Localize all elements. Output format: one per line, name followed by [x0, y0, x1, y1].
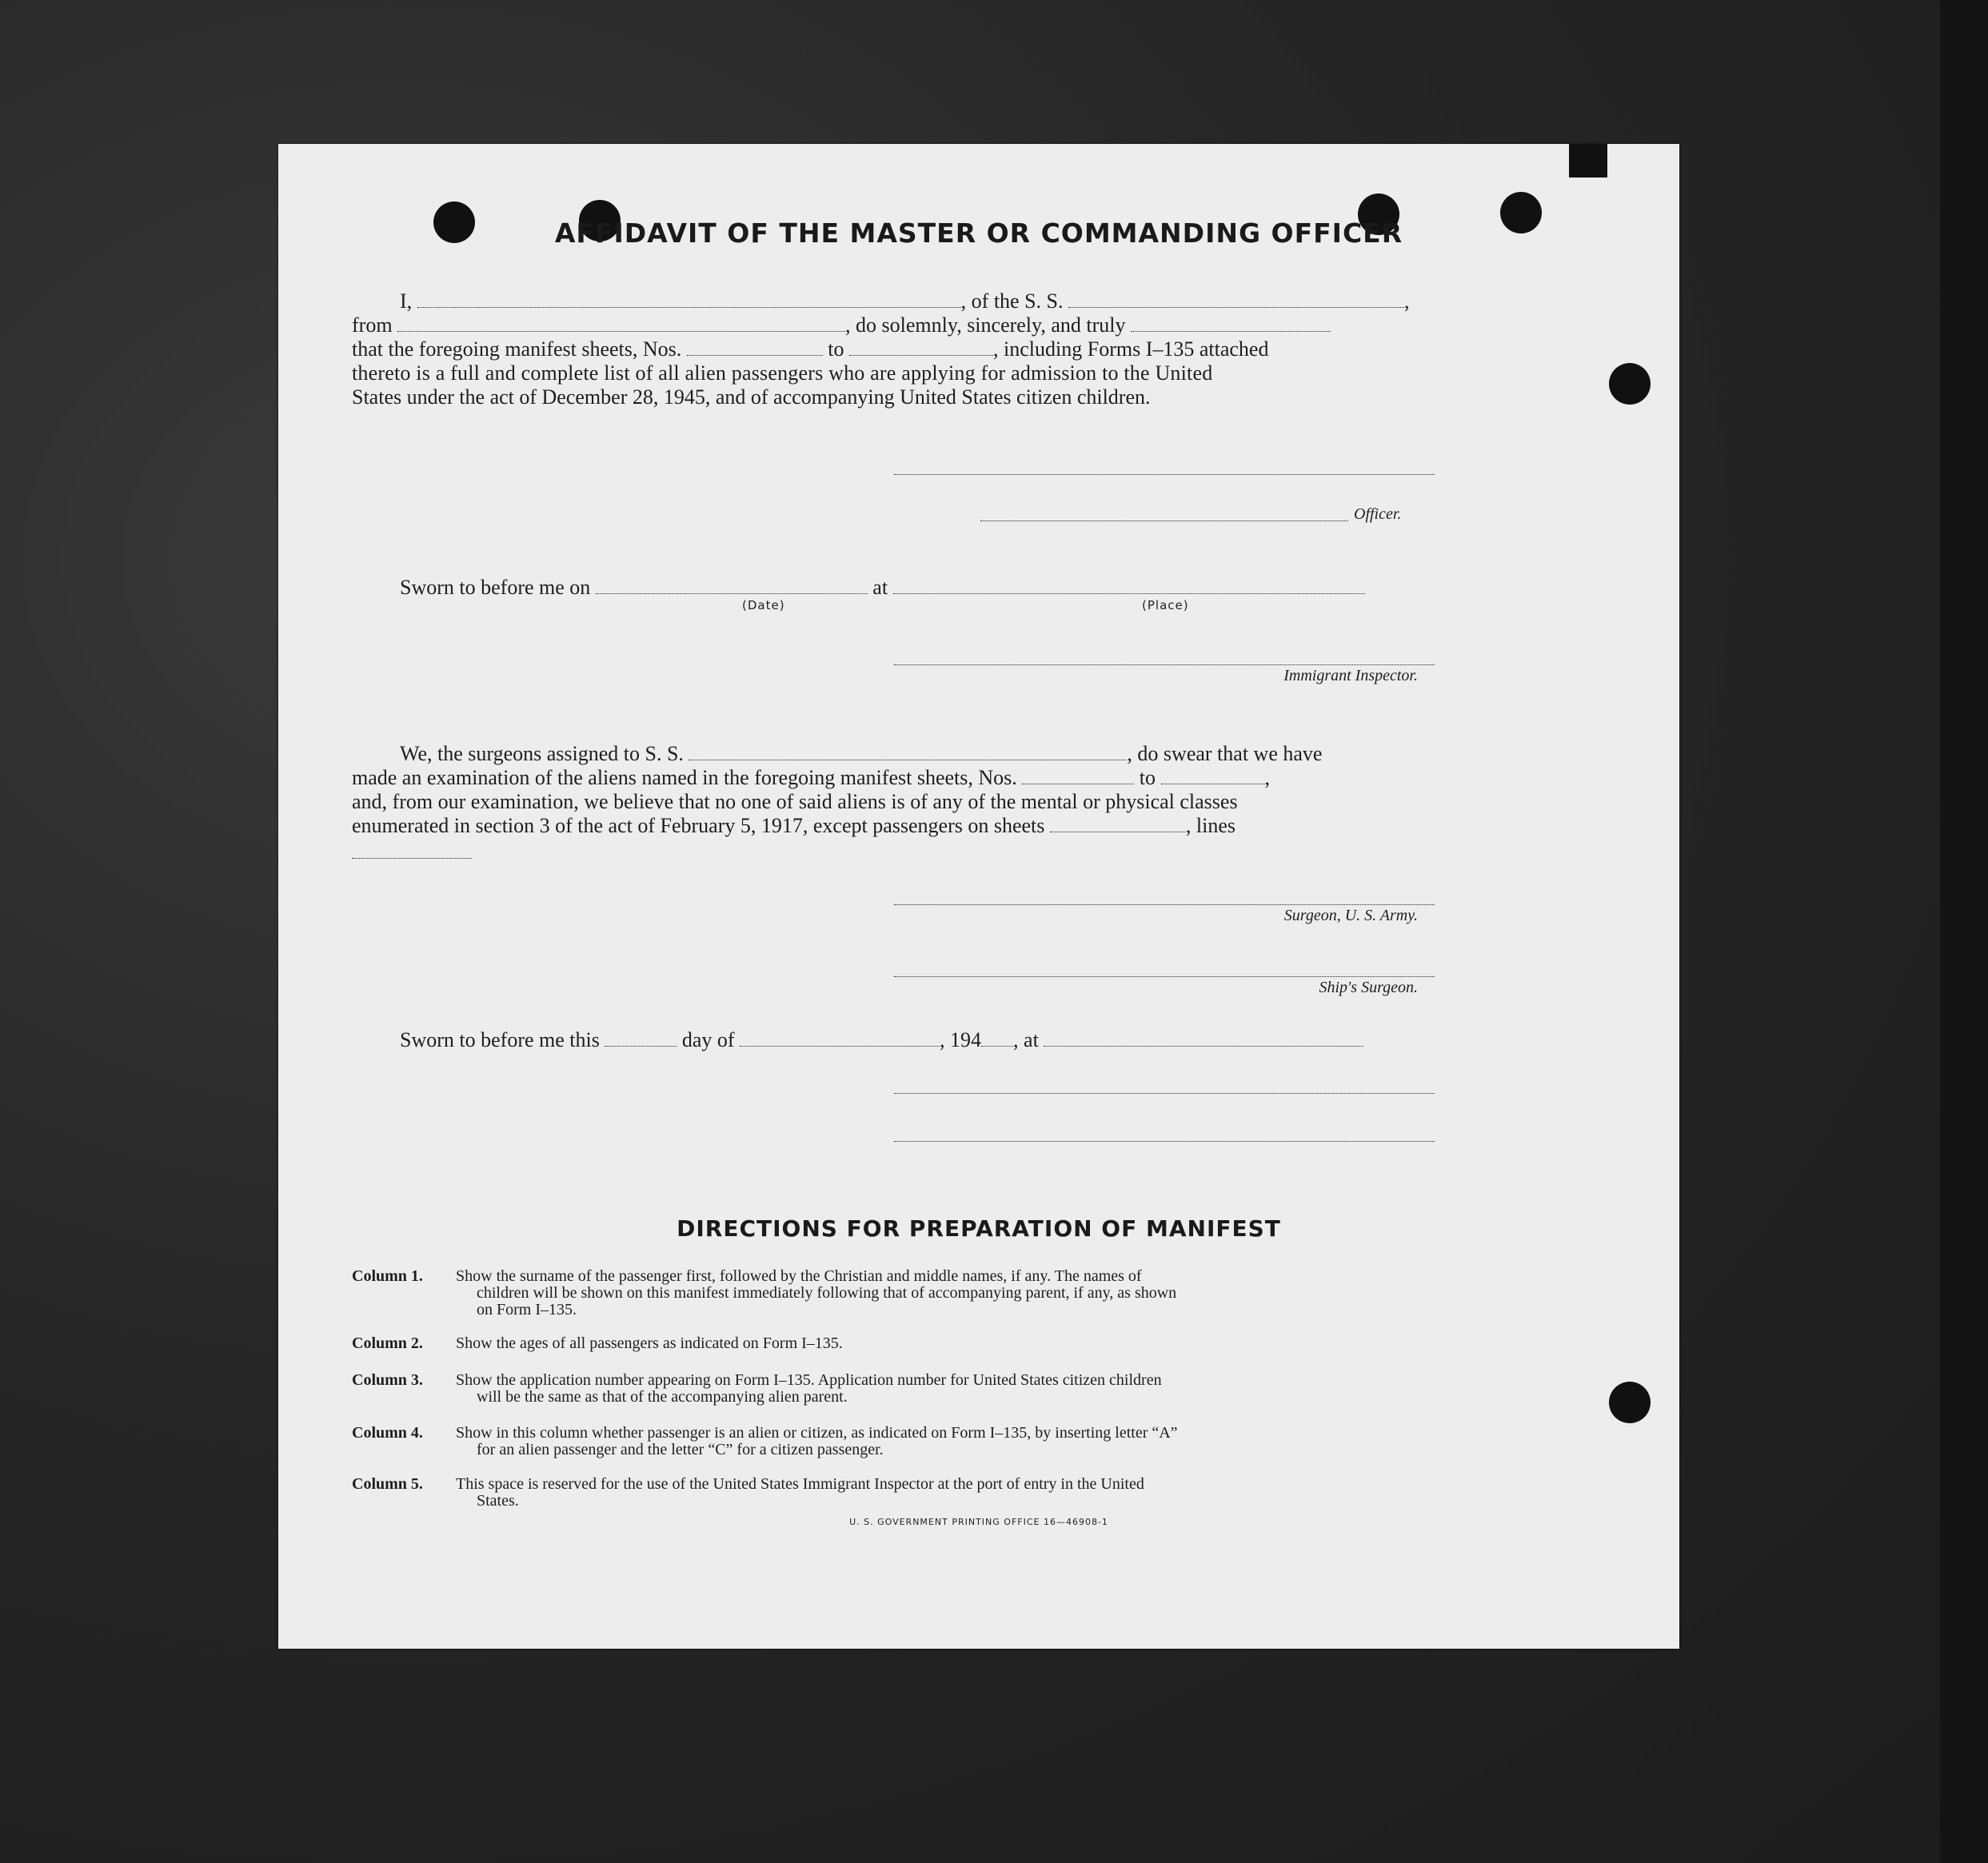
direction-column-5: Column 5. This space is reserved for the use of the United States Immigrant Inspector at the port of entry in the United States. — [352, 1475, 1144, 1510]
direction-column-1: Column 1. Show the surname of the passenger first, followed by the Christian and middle names, if any. The names of children will be shown on this manifest immediately following that of accompanying parent, if any, as shown on Form I–135. — [352, 1267, 1177, 1318]
place-caption: (Place) — [1142, 598, 1189, 612]
inspector-caption: Immigrant Inspector. — [1283, 667, 1418, 684]
affidavit-line-1: I, , of the S. S. , — [400, 289, 1410, 313]
truly-field[interactable] — [1131, 313, 1331, 332]
officer-caption: Officer. — [1354, 505, 1402, 523]
direction-column-2: Column 2. Show the ages of all passengers as indicated on Form I–135. — [352, 1334, 843, 1352]
signature-line-b[interactable] — [894, 1140, 1435, 1142]
exam-sheets-from-field[interactable] — [1022, 766, 1134, 784]
ship-surgeon-signature-line[interactable] — [894, 975, 1435, 977]
sworn-line-2: Sworn to before me this day of , 194 , at — [352, 1028, 1436, 1052]
punch-hole-5 — [1609, 363, 1651, 405]
except-sheets-field[interactable] — [1050, 814, 1186, 832]
affidavit-line-5: States under the act of December 28, 1945, and of accompanying United States citizen children. — [352, 385, 1151, 409]
lines-field[interactable] — [352, 857, 472, 859]
punch-hole-6 — [1609, 1382, 1651, 1423]
affidavit-line-2: from , do solemnly, sincerely, and truly — [352, 313, 1436, 337]
affidavit-title: AFFIDAVIT OF THE MASTER OR COMMANDING OFFICER — [554, 217, 1403, 249]
sworn-date-field[interactable] — [596, 576, 868, 594]
affidavit-line-4: thereto is a full and complete list of all alien passengers who are applying for admission to the United — [352, 361, 1213, 385]
sworn-month-field[interactable] — [740, 1028, 940, 1047]
affidavit-line-3: that the foregoing manifest sheets, Nos. to , including Forms I–135 attached — [352, 337, 1269, 361]
from-port-field[interactable] — [397, 313, 845, 332]
master-name-field[interactable] — [417, 289, 961, 308]
printer-imprint: U. S. GOVERNMENT PRINTING OFFICE 16—46908-1 — [849, 1517, 1108, 1527]
officer-signature-line[interactable] — [980, 520, 1348, 521]
surgeons-line-4: enumerated in section 3 of the act of February 5, 1917, except passengers on sheets , lines — [352, 814, 1236, 837]
army-surgeon-signature-line[interactable] — [894, 904, 1435, 905]
form-page — [278, 144, 1679, 1649]
binding-notch — [1569, 144, 1607, 178]
sheets-to-field[interactable] — [849, 337, 993, 356]
inspector-signature-line[interactable] — [894, 664, 1435, 665]
sheets-from-field[interactable] — [687, 337, 823, 356]
direction-column-3: Column 3. Show the application number appearing on Form I–135. Application number for United States citizen children will be the same as that of the accompanying alien parent. — [352, 1371, 1162, 1406]
sworn-place-field[interactable] — [893, 576, 1365, 594]
surgeons-line-1: We, the surgeons assigned to S. S. , do swear that we have — [400, 742, 1323, 765]
sworn-line-1: Sworn to before me on at — [352, 576, 1436, 600]
exam-sheets-to-field[interactable] — [1161, 766, 1265, 784]
surgeons-line-2: made an examination of the aliens named in the foregoing manifest sheets, Nos. to , — [352, 766, 1270, 789]
ship-name-field[interactable] — [1068, 289, 1404, 308]
sworn-year-field[interactable] — [981, 1028, 1013, 1047]
date-caption: (Date) — [742, 598, 785, 612]
signature-line-a[interactable] — [894, 1092, 1435, 1094]
surgeons-line-3: and, from our examination, we believe that no one of said aliens is of any of the mental or physical classes — [352, 790, 1238, 813]
ship-surgeon-caption: Ship's Surgeon. — [1319, 979, 1418, 996]
direction-column-4: Column 4. Show in this column whether passenger is an alien or citizen, as indicated on Form I–135, by inserting letter “A” for an alien passenger and the letter “C” for a citizen passenger. — [352, 1424, 1178, 1458]
master-signature-line[interactable] — [894, 473, 1435, 475]
sworn-place-2-field[interactable] — [1044, 1028, 1363, 1047]
scan-edge — [1940, 0, 1988, 1863]
sworn-day-field[interactable] — [605, 1028, 677, 1047]
surgeons-ship-field[interactable] — [689, 742, 1127, 760]
directions-title: DIRECTIONS FOR PREPARATION OF MANIFEST — [677, 1215, 1281, 1242]
army-surgeon-caption: Surgeon, U. S. Army. — [1283, 907, 1418, 924]
